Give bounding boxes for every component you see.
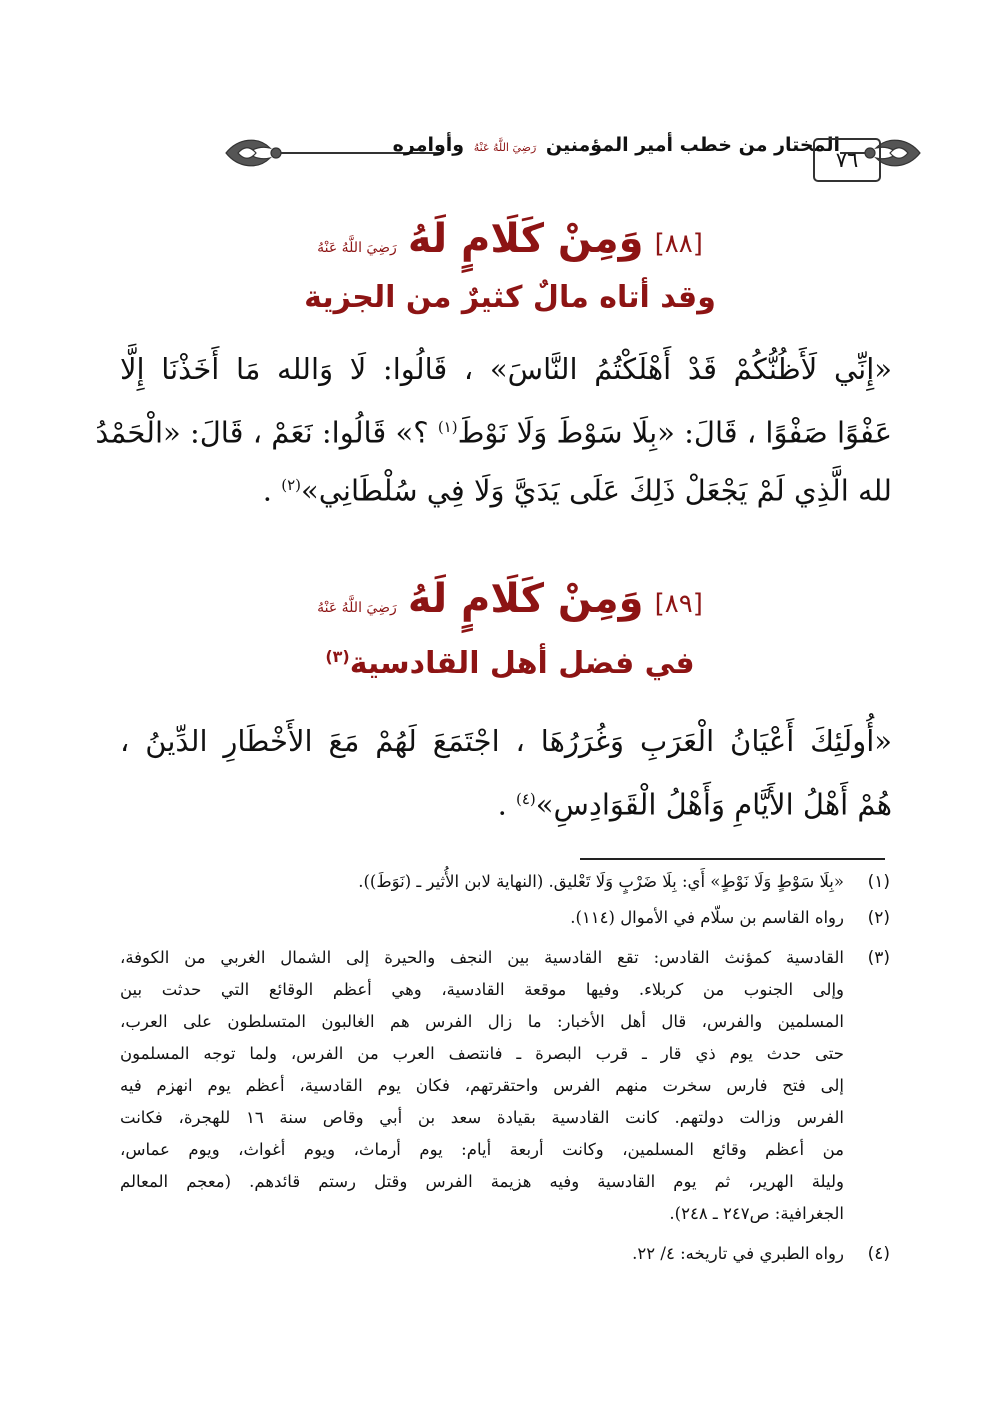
footnote-line: إلى فتح فارس سخرت منهم الفرس واحتقرتهم، فكان يوم القادسية، أعظم يوم انهزم فيه <box>120 1076 844 1095</box>
section-89-honorific: رَضِيَ اللَّهُ عَنْهُ <box>317 600 397 616</box>
footnote-4 <box>120 1238 890 1270</box>
section-88-text <box>95 340 892 514</box>
footnote-ref-1: (١) <box>437 418 458 436</box>
section-89-subtitle-text: في فضل أهل القادسية <box>349 646 695 681</box>
running-title <box>392 134 840 164</box>
section-89-line-2-text: هُمْ أَهْلُ الأَيَّامِ وَأَهْلُ الْقَوَادِسِ» <box>535 787 892 822</box>
footnote-line: من أعظم وقائع المسلمين، وكانت أربعة أيام: يوم أرماث، ويوم أغواث، ويوم عماس، <box>120 1140 844 1159</box>
footnote-line: الجغرافية: ص٢٤٧ ـ ٢٤٨). <box>669 1204 844 1223</box>
footnote-number: (٤) <box>867 1244 890 1264</box>
footnote-line: وليلة الهرير، ثم يوم القادسية وفيه هزيمة الفرس وقتل رستم قائدهم. (معجم المعالم <box>120 1172 844 1191</box>
footnote-number: (١) <box>867 872 890 892</box>
section-88-line-3-text: لله الَّذِي لَمْ يَجْعَلْ ذَلِكَ عَلَى يَدَيَّ وَلَا فِي سُلْطَانِي» <box>301 473 892 508</box>
footnote-line: القادسية كمؤنث القادس: تقع القادسية بين النجف والحيرة إلى الشمال الغربي من الكوفة، <box>120 948 844 967</box>
section-88-line-2-text: عَفْوًا صَفْوًا ، قَالَ: «بِلَا سَوْطَ وَلَا نَوْطَ <box>457 415 892 450</box>
section-89-phrase: وَمِنْ كَلَامٍ لَهُ <box>407 576 644 622</box>
section-88-subtitle <box>140 280 880 315</box>
footnote-2 <box>120 902 890 934</box>
section-88-heading <box>140 216 880 262</box>
running-title-text: المختار من خطب أمير المؤمنين <box>545 134 840 156</box>
footnote-line: وإلى الجنوب من كربلاء. وفيها موقعة القادسية، وهي أعظم الوقائع التي حدثت بين <box>120 980 844 999</box>
section-88-phrase: وَمِنْ كَلَامٍ لَهُ <box>407 216 644 262</box>
section-89-line-2-end: . <box>497 787 516 822</box>
footnote-3 <box>120 942 890 1230</box>
section-88-line-1: «إِنِّي لَأَظُنُّكُمْ قَدْ أَهْلَكْتُمُ النَّاسَ» ، قَالُوا: لَا وَالله مَا أَخَذْنَا إِلَّا <box>120 352 892 386</box>
footnote-line: المسلمين والفرس، قال أهل الأخبار: ما زال الفرس هم الغالبون المتسلطون على العرب، <box>120 1012 844 1031</box>
footnote-line: رواه القاسم بن سلّام في الأموال (١١٤). <box>570 908 844 927</box>
section-88-number: [٨٨] <box>654 229 703 259</box>
section-88-line-3-end: . <box>262 473 282 508</box>
footnote-line: رواه الطبري في تاريخه: ٤/ ٢٢. <box>632 1244 844 1263</box>
footnote-line: الفرس وزالت دولتهم. كانت القادسية بقيادة سعد بن أبي وقاص سنة ١٦ للهجرة، فكانت <box>120 1108 844 1127</box>
section-89-line-2 <box>120 770 892 828</box>
footnote-ref-3: (٣) <box>325 647 350 666</box>
section-88-line-2-rest: ؟» قَالُوا: نَعَمْ ، قَالَ: «الْحَمْدُ <box>95 415 438 450</box>
footnote-line: حتى حدث يوم ذي قار ـ قرب البصرة ـ فانتصف العرب من الفرس، ولما توجه المسلمون <box>120 1044 844 1063</box>
section-88-line-3 <box>120 456 892 514</box>
section-89-text <box>120 712 892 828</box>
page-number: ٧٦ <box>813 138 881 182</box>
section-89-line-1: «أُولَئِكَ أَعْيَانُ الْعَرَبِ وَغُرَرُهَا ، اجْتَمَعَ لَهُمْ مَعَ الأَخْطَارِ الدِّينُ ، <box>120 724 892 758</box>
section-89-number: [٨٩] <box>654 589 703 619</box>
running-header <box>140 110 888 196</box>
running-title-suffix: وأوامره <box>392 134 465 156</box>
footnotes <box>120 866 890 1270</box>
running-title-honorific: رَضِيَ اللَّهُ عَنْهُ <box>473 141 537 154</box>
section-89-heading <box>140 576 880 622</box>
section-88-honorific: رَضِيَ اللَّهُ عَنْهُ <box>317 240 397 256</box>
footnote-number: (٢) <box>867 908 890 928</box>
footnote-ref-2: (٢) <box>281 476 301 494</box>
section-88-line-2 <box>95 398 892 456</box>
footnote-separator <box>580 858 885 860</box>
footnote-line: «بِلَا سَوْطٍ وَلَا نَوْطٍ» أَي: بِلَا ضَرْبٍ وَلَا تَعْليق. (النهاية لابن الأُثير ـ (نَوَطَ)). <box>358 872 844 891</box>
section-88-subtitle-text: وقد أتاه مالٌ كثيرٌ من الجزية <box>304 280 716 315</box>
footnote-number: (٣) <box>867 948 890 968</box>
footnote-1 <box>120 866 890 898</box>
section-89-subtitle <box>140 646 880 681</box>
footnote-ref-4: (٤) <box>516 790 536 808</box>
